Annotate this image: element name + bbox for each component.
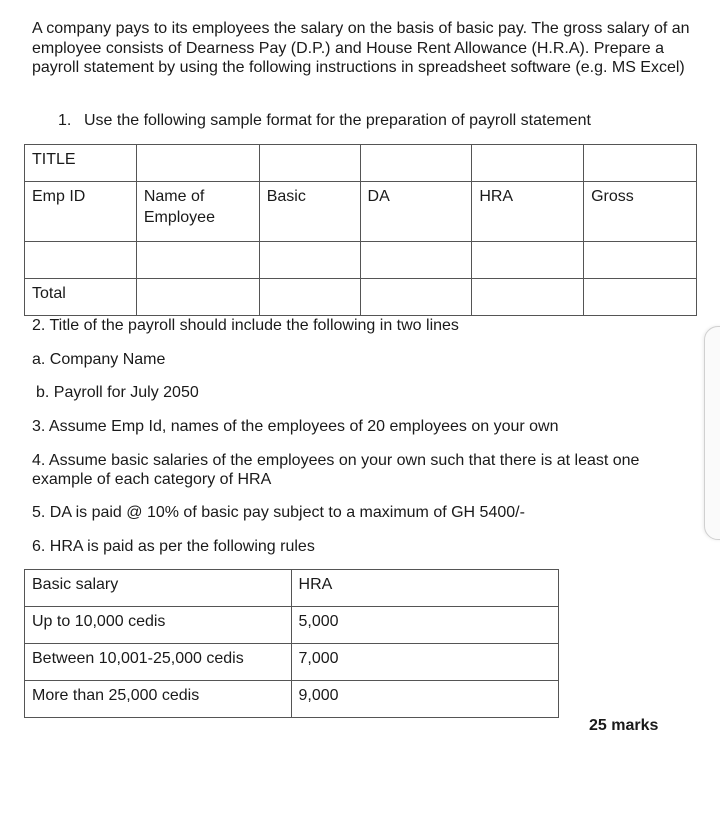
table-header-row	[25, 182, 697, 242]
instruction-1-text: Use the following sample format for the preparation of payroll statement	[84, 112, 591, 129]
marks-label: 25 marks	[589, 717, 659, 734]
table-cell	[259, 242, 360, 279]
table-cell	[472, 242, 584, 279]
hra-value-cell: 7,000	[291, 644, 558, 681]
header-basic: Basic	[259, 182, 360, 242]
hra-value-cell: 5,000	[291, 607, 558, 644]
side-panel-handle[interactable]	[704, 326, 720, 540]
table-cell	[136, 242, 259, 279]
instruction-5: 5. DA is paid @ 10% of basic pay subject to a maximum of GH 5400/-	[32, 504, 525, 521]
instruction-2: 2. Title of the payroll should include the following in two lines	[32, 317, 459, 334]
table-cell	[584, 145, 697, 182]
intro-paragraph: A company pays to its employees the salary on the basis of basic pay. The gross salary of an employee consists of Dearness Pay (D.P.) and House Rent Allowance (H.R.A). Prepare a payroll statement by using the following instructions in spreadsheet software (e.g. MS Excel)	[32, 20, 690, 76]
salary-range-cell: Up to 10,000 cedis	[25, 607, 292, 644]
total-row	[25, 279, 697, 316]
payroll-format-table	[24, 144, 697, 316]
instruction-2b: b. Payroll for July 2050	[36, 384, 199, 401]
table-cell	[25, 242, 137, 279]
instruction-2a: a. Company Name	[32, 351, 166, 368]
salary-range-cell: More than 25,000 cedis	[25, 681, 292, 718]
header-da: DA	[360, 182, 472, 242]
table-cell	[360, 279, 472, 316]
table-cell	[259, 279, 360, 316]
table-cell	[584, 279, 697, 316]
table-row	[25, 681, 559, 718]
instruction-4: 4. Assume basic salaries of the employees on your own such that there is at least one example of each category of HRA	[32, 452, 640, 488]
header-hra: HRA	[291, 570, 558, 607]
total-cell: Total	[25, 279, 137, 316]
table-cell	[584, 242, 697, 279]
header-hra: HRA	[472, 182, 584, 242]
header-emp-id: Emp ID	[25, 182, 137, 242]
table-cell	[360, 145, 472, 182]
title-cell: TITLE	[25, 145, 137, 182]
hra-value-cell: 9,000	[291, 681, 558, 718]
table-row	[25, 607, 559, 644]
table-cell	[136, 279, 259, 316]
hra-rules-table	[24, 569, 559, 718]
header-name: Name of Employee	[136, 182, 259, 242]
table-cell	[472, 279, 584, 316]
header-gross: Gross	[584, 182, 697, 242]
table-header-row	[25, 570, 559, 607]
header-basic-salary: Basic salary	[25, 570, 292, 607]
table-cell	[472, 145, 584, 182]
table-row	[25, 644, 559, 681]
table-row	[25, 242, 697, 279]
instruction-1	[58, 112, 591, 130]
instruction-3: 3. Assume Emp Id, names of the employees of 20 employees on your own	[32, 418, 559, 435]
instruction-1-number: 1.	[58, 112, 72, 129]
instruction-6: 6. HRA is paid as per the following rules	[32, 538, 315, 555]
table-cell	[259, 145, 360, 182]
salary-range-cell: Between 10,001-25,000 cedis	[25, 644, 292, 681]
table-row	[25, 145, 697, 182]
table-cell	[136, 145, 259, 182]
table-cell	[360, 242, 472, 279]
